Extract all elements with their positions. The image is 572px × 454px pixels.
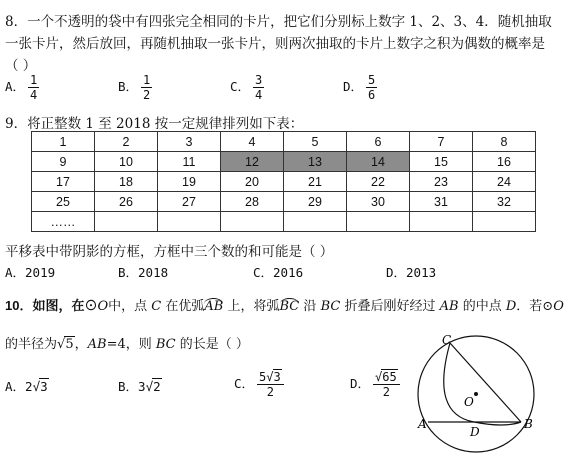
label-b: B [524, 417, 533, 431]
q9-option-a: A．2019 [5, 265, 56, 280]
table-row [32, 212, 536, 232]
table-cell: 5 [284, 132, 347, 152]
table-cell [473, 212, 536, 232]
chord-bc [450, 343, 521, 422]
shaded-cell: 12 [221, 152, 284, 172]
table-cell: 22 [347, 172, 410, 192]
table-row [32, 132, 536, 152]
table-cell [410, 212, 473, 232]
table-cell: 21 [284, 172, 347, 192]
circle-figure [408, 322, 572, 454]
table-cell: 25 [32, 192, 95, 212]
table-row [32, 192, 536, 212]
table-cell: 11 [158, 152, 221, 172]
q9-stem: 9．将正整数 1 至 2018 按一定规律排列如下表： [5, 116, 304, 132]
table-cell: 18 [95, 172, 158, 192]
table-cell: …… [32, 212, 95, 232]
q8-option-b: B． $\frac{1}{2}$ [118, 73, 151, 102]
label-d: D [470, 425, 480, 439]
table-cell: 26 [95, 192, 158, 212]
table-cell: 15 [410, 152, 473, 172]
table-cell: 16 [473, 152, 536, 172]
q9-question: 平移表中带阴影的方框，方框中三个数的和可能是（ ） [5, 244, 334, 260]
label-o: O [464, 395, 474, 409]
table-cell: 6 [347, 132, 410, 152]
table-cell: 28 [221, 192, 284, 212]
table-cell: 4 [221, 132, 284, 152]
q8-option-a: A． $\frac{1}{4}$ [5, 73, 38, 102]
center-point [474, 392, 478, 396]
q10-option-c: C． $\frac{5√3}{2}$ [234, 370, 284, 399]
q10-option-d: D． $\frac{√65}{2}$ [350, 370, 400, 399]
table-row [32, 172, 536, 192]
q8-option-d: D． $\frac{5}{6}$ [343, 73, 376, 102]
table-cell: 7 [410, 132, 473, 152]
table-cell: 23 [410, 172, 473, 192]
shaded-cell: 13 [284, 152, 347, 172]
shaded-cell: 14 [347, 152, 410, 172]
table-cell [95, 212, 158, 232]
table-cell: 9 [32, 152, 95, 172]
q10-line1: 10．如图，在⊙O中，点 C 在优弧AB 上，将弧BC 沿 BC 折叠后刚好经过 AB 的中点 D．若⊙O [5, 298, 564, 314]
table-cell: 1 [32, 132, 95, 152]
table-cell [347, 212, 410, 232]
table-cell: 27 [158, 192, 221, 212]
label-a: A [418, 417, 427, 431]
q8-line2: 一张卡片，然后放回，再随机抽取一张卡片，则两次抽取的卡片上数字之积为偶数的概率是 [5, 36, 545, 52]
table-row [32, 152, 536, 172]
q10-option-a: A．2√3 [5, 379, 48, 394]
q9-option-b: B．2018 [118, 265, 169, 280]
table-cell: 3 [158, 132, 221, 152]
table-cell: 10 [95, 152, 158, 172]
number-table [31, 131, 536, 232]
table-cell: 24 [473, 172, 536, 192]
table-cell: 31 [410, 192, 473, 212]
table-cell [284, 212, 347, 232]
table-cell: 30 [347, 192, 410, 212]
table-cell: 20 [221, 172, 284, 192]
q10-option-b: B．3√2 [118, 379, 161, 394]
q8-line3: （ ） [5, 58, 37, 74]
table-cell: 17 [32, 172, 95, 192]
table-cell: 19 [158, 172, 221, 192]
table-cell [158, 212, 221, 232]
q9-option-c: C．2016 [253, 265, 304, 280]
q10-line2: 的半径为√5，AB=4，则 BC 的长是（ ） [5, 337, 249, 352]
q8-option-c: C． $\frac{3}{4}$ [230, 73, 263, 102]
table-cell: 32 [473, 192, 536, 212]
table-cell: 2 [95, 132, 158, 152]
folded-arc [444, 343, 521, 425]
q8-line1: 8．一个不透明的袋中有四张完全相同的卡片，把它们分别标上数字 1、2、3、4．随机抽取 [5, 14, 552, 30]
table-cell: 8 [473, 132, 536, 152]
q9-option-d: D．2013 [386, 265, 437, 280]
label-c: C [442, 333, 452, 347]
table-cell [221, 212, 284, 232]
table-cell: 29 [284, 192, 347, 212]
